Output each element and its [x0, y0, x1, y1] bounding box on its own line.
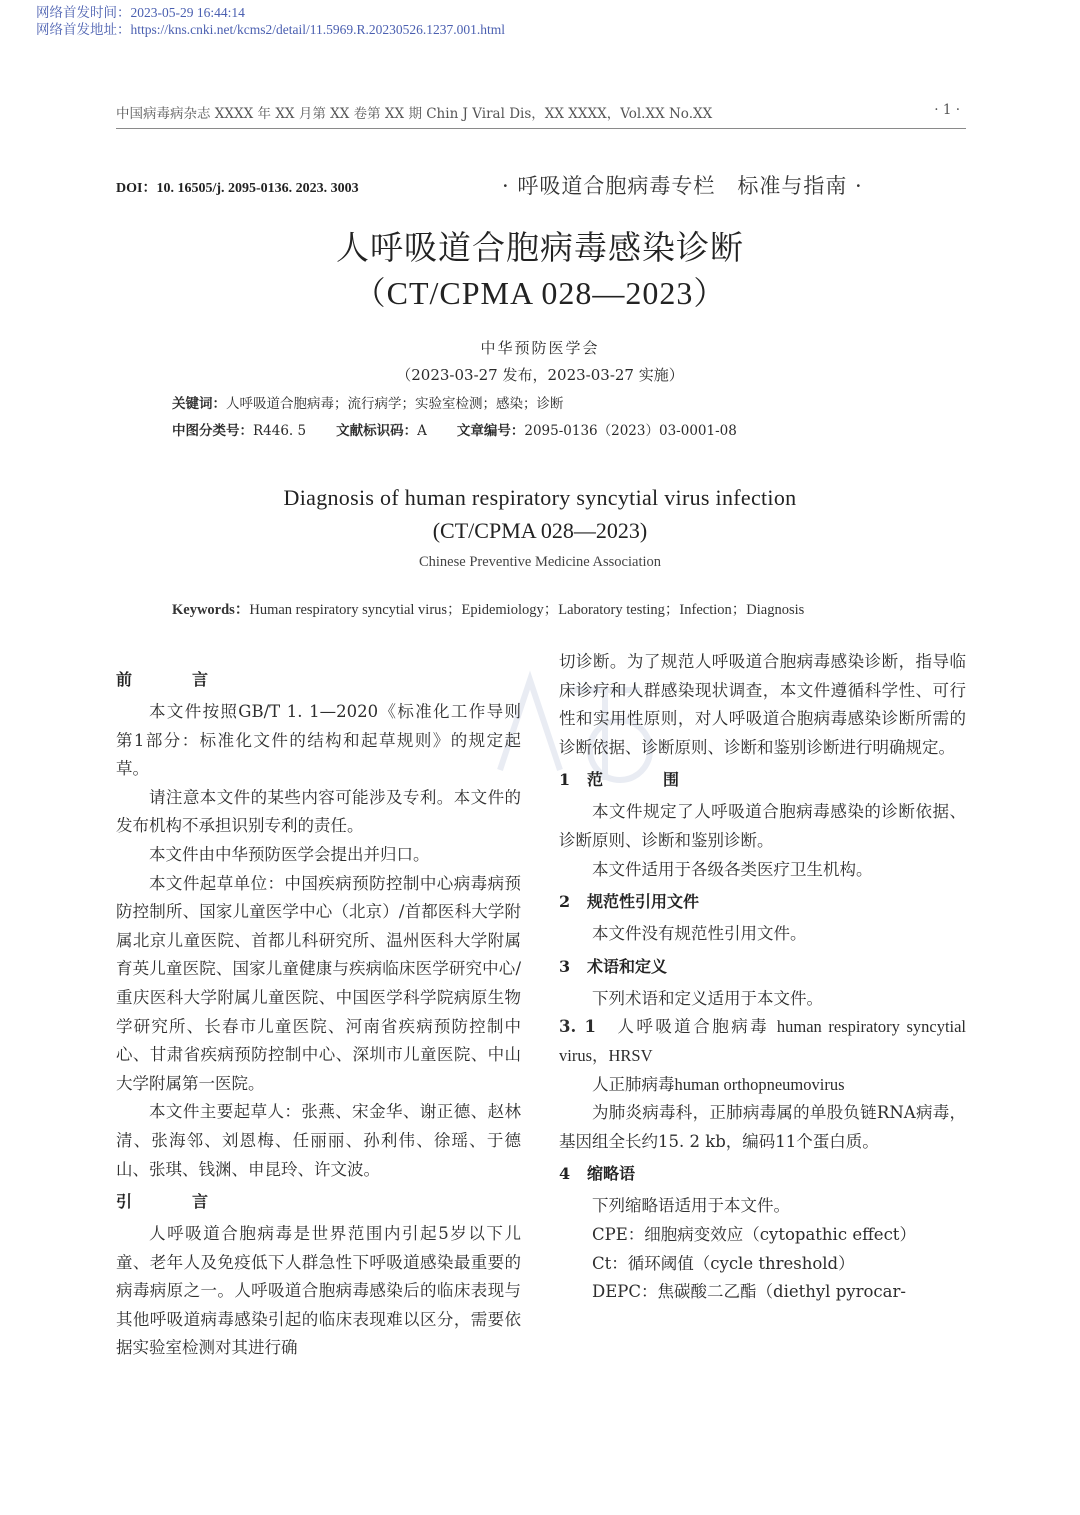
first-publish-link[interactable]: https://kns.cnki.net/kcms2/detail/11.5969.R.20230526.1237.001.html — [130, 22, 505, 37]
journal-citation: 中国病毒病杂志 XXXX 年 XX 月第 XX 卷第 XX 期 Chin J Viral Dis，XX XXXX，Vol.XX No.XX — [116, 106, 713, 122]
publication-info — [36, 4, 505, 38]
title-cn: 人呼吸道合胞病毒感染诊断 — [336, 228, 744, 267]
article-number-value: 2095-0136（2023）03-0001-08 — [524, 423, 737, 439]
doi: DOI：10. 16505/j. 2095-0136. 2023. 3003 — [116, 181, 359, 196]
page-number: · 1 · — [934, 102, 960, 118]
term-3-1: 3. 1 人呼吸道合胞病毒 human respiratory syncytial virus，HRSV — [559, 1017, 967, 1065]
preface-heading: 前 言 — [116, 670, 231, 689]
section-4-heading: 4 缩略语 — [559, 1164, 636, 1184]
right-column — [559, 648, 966, 1307]
standard-code: （CT/CPMA 028—2023） — [353, 275, 727, 311]
keywords-en — [172, 598, 804, 619]
keywords-cn — [172, 392, 564, 412]
left-column — [116, 662, 538, 1363]
classification-row — [172, 419, 737, 439]
term-3-1-definition: 为肺炎病毒科，正肺病毒属的单股负链RNA病毒，基因组全长约15. 2 kb，编码11个蛋白质。 — [559, 1103, 966, 1151]
section-2-paragraph: 本文件没有规范性引用文件。 — [592, 924, 807, 944]
section-3-heading: 3 术语和定义 — [559, 956, 668, 976]
preface-paragraph: 本文件按照GB/T 1. 1—2020《标准化工作导则 第1部分：标准化文件的结构和起草规则》的规定起草。 — [116, 702, 538, 779]
article-number-label: 文章编号： — [456, 423, 525, 439]
first-publish-time-label: 网络首发时间： — [36, 5, 131, 20]
keywords-cn-label: 关键词： — [172, 396, 226, 412]
preface-paragraph: 本文件主要起草人：张燕、宋金华、谢正德、赵林清、张海邻、刘恩梅、任丽丽、孙利伟、徐瑶、于德山、张琪、钱渊、申昆玲、许文波。 — [116, 1102, 521, 1179]
first-publish-time: 2023-05-29 16:44:14 — [130, 5, 245, 20]
preface-paragraph: 请注意本文件的某些内容可能涉及专利。本文件的发布机构不承担识别专利的责任。 — [116, 787, 521, 836]
doc-code-value: A — [417, 423, 427, 439]
abbreviation-cpe: CPE：细胞病变效应（cytopathic effect） — [592, 1224, 916, 1244]
column-tag: · 呼吸道合胞病毒专栏 标准与指南 · — [502, 174, 863, 198]
intro-paragraph: 人呼吸道合胞病毒是世界范围内引起5岁以下儿童、老年人及免疫低下人群急性下呼吸道感染最重要的病毒病原之一。人呼吸道合胞病毒感染后的临床表现与其他呼吸道病毒感染引起的临床表现难以区分，需要依据实验室检测对其进行确 — [116, 1224, 521, 1358]
keywords-en-label: Keywords： — [172, 602, 250, 618]
doc-code-label: 文献标识码： — [336, 423, 418, 439]
publish-dates: （2023-03-27 发布，2023-03-27 实施） — [396, 366, 684, 384]
abbreviation-ct: Ct：循环阈值（cycle threshold） — [592, 1253, 855, 1273]
preface-paragraph: 本文件由中华预防医学会提出并归口。 — [149, 844, 430, 864]
keywords-en-value: Human respiratory syncytial virus；Epidemiology；Laboratory testing；Infection；Diagnosis — [249, 602, 805, 618]
section-4-paragraph: 下列缩略语适用于本文件。 — [592, 1196, 790, 1216]
preface-paragraph: 本文件起草单位：中国疾病预防控制中心病毒病预防控制所、国家儿童医学中心（北京）/首都医科大学附属北京儿童医院、首都儿科研究所、温州医科大学附属育英儿童医院、国家儿童健康与疾病临床医学研究中心/重庆医科大学附属儿童医院、中国医学科学院病原生物学研究所、长春市儿童医院、河南省疾病预防控制中心、甘肃省疾病预防控制中心、深圳市儿童医院、中山大学附属第一医院。 — [116, 873, 521, 1093]
journal-header — [116, 102, 966, 129]
first-publish-address-label: 网络首发地址： — [36, 22, 131, 37]
standard-code-en: (CT/CPMA 028—2023) — [432, 518, 648, 543]
author-en: Chinese Preventive Medicine Association — [418, 554, 662, 570]
clc-value: R446. 5 — [253, 423, 307, 439]
abbreviation-depc: DEPC：焦碳酸二乙酯（diethyl pyrocar- — [592, 1282, 906, 1302]
title-en: Diagnosis of human respiratory syncytial virus infection — [283, 485, 797, 510]
section-1-heading: 1 范 围 — [559, 770, 702, 790]
clc-label: 中图分类号： — [172, 423, 253, 439]
section-3-paragraph: 下列术语和定义适用于本文件。 — [592, 988, 823, 1008]
section-2-heading: 2 规范性引用文件 — [559, 892, 700, 912]
section-1-paragraph: 本文件规定了人呼吸道合胞病毒感染的诊断依据、诊断原则、诊断和鉴别诊断。 — [559, 802, 966, 850]
author-cn: 中华预防医学会 — [480, 339, 600, 357]
intro-paragraph-continued: 切诊断。为了规范人呼吸道合胞病毒感染诊断，指导临床诊疗和人群感染现状调查，本文件遵循科学性、可行性和实用性原则，对人呼吸道合胞病毒感染诊断所需的诊断依据、诊断原则、诊断和鉴别诊断进行明确规定。 — [559, 652, 966, 757]
intro-heading: 引 言 — [116, 1192, 231, 1212]
section-1-paragraph: 本文件适用于各级各类医疗卫生机构。 — [592, 859, 873, 879]
keywords-cn-value: 人呼吸道合胞病毒；流行病学；实验室检测；感染；诊断 — [226, 396, 564, 412]
term-3-1-synonym: 人正肺病毒human orthopneumovirus — [592, 1074, 845, 1094]
